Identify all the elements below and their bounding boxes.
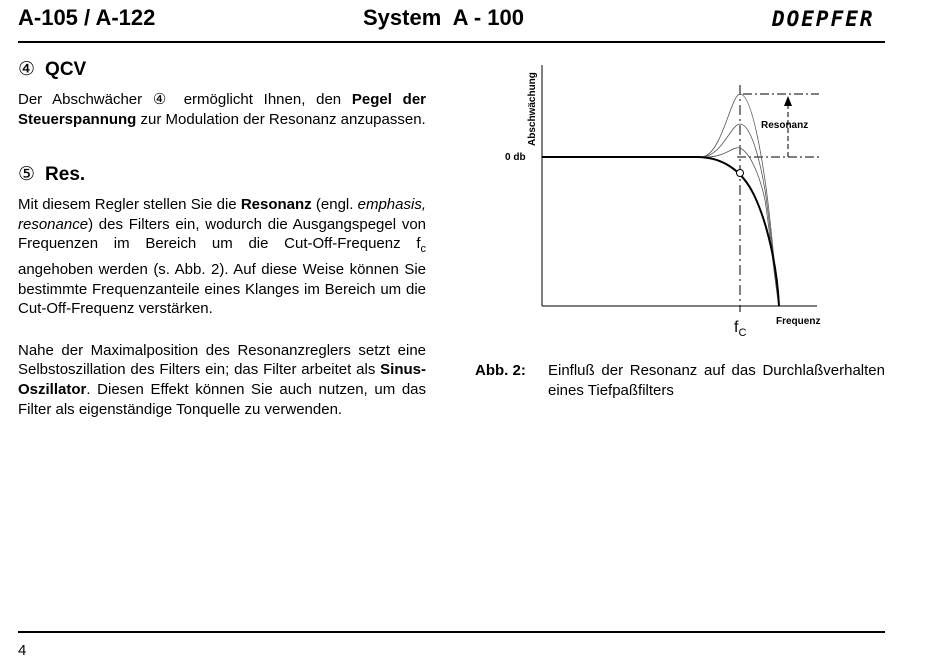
- section-number: ④: [18, 59, 36, 80]
- page-number: 4: [18, 642, 27, 659]
- res-paragraph-1: Mit diesem Regler stellen Sie die Resonanz (engl. emphasis, resonance) des Filters ein, wodurch die Ausgangspegel von Frequenzen im Bereich um die Cut-Off-Frequenz $f_c$ angehoben werden (s. Abb. 2). Auf diese Weise können Sie bestimmte Frequenzanteile eines Klanges im Bereich um die Cut-Off-Frequenz verstärken.: [18, 196, 426, 318]
- header-system-title: System A - 100: [363, 5, 525, 30]
- left-column: [18, 58, 426, 419]
- x-axis-label: Frequenz: [776, 316, 821, 327]
- cutoff-point-marker: [737, 170, 744, 177]
- section-title-text: Res.: [45, 164, 86, 186]
- section-title-res: [18, 163, 426, 187]
- y-axis-label: Abschwächung: [527, 72, 538, 146]
- lowpass-curve: [542, 157, 779, 306]
- qcv-paragraph: Der Abschwächer ④ ermöglicht Ihnen, den Pegel der Steuerspannung zur Modulation der Resonanz anzupassen.: [18, 91, 427, 128]
- zero-db-label: 0 db: [505, 152, 526, 163]
- caption-text: Einfluß der Resonanz auf das Durchlaßverhalten eines Tiefpaßfilters: [548, 362, 885, 399]
- section-number: ⑤: [18, 164, 36, 186]
- resonance-label: Resonanz: [761, 120, 809, 131]
- header-rule: [18, 41, 885, 43]
- resonance-figure: [497, 60, 847, 345]
- resonance-arrow-head: [784, 96, 792, 106]
- caption-label: Abb. 2:: [475, 362, 526, 379]
- section-title-text: QCV: [45, 59, 87, 80]
- header-module-title: A-105 / A-122: [18, 5, 156, 30]
- doepfer-logo: DOEPFER: [772, 7, 875, 31]
- res-paragraph-2: Nahe der Maximalposition des Resonanzreglers setzt eine Selbstoszillation des Filters ein; das Filter arbeitet als Sinus-Oszillator. Diesen Effekt können Sie auch nutzen, um das Filter als eigenständige Tonquelle zu verwenden.: [18, 341, 426, 418]
- fc-label: $f_C$: [734, 319, 747, 339]
- section-title-qcv: [18, 58, 426, 82]
- footer-rule: [18, 631, 885, 633]
